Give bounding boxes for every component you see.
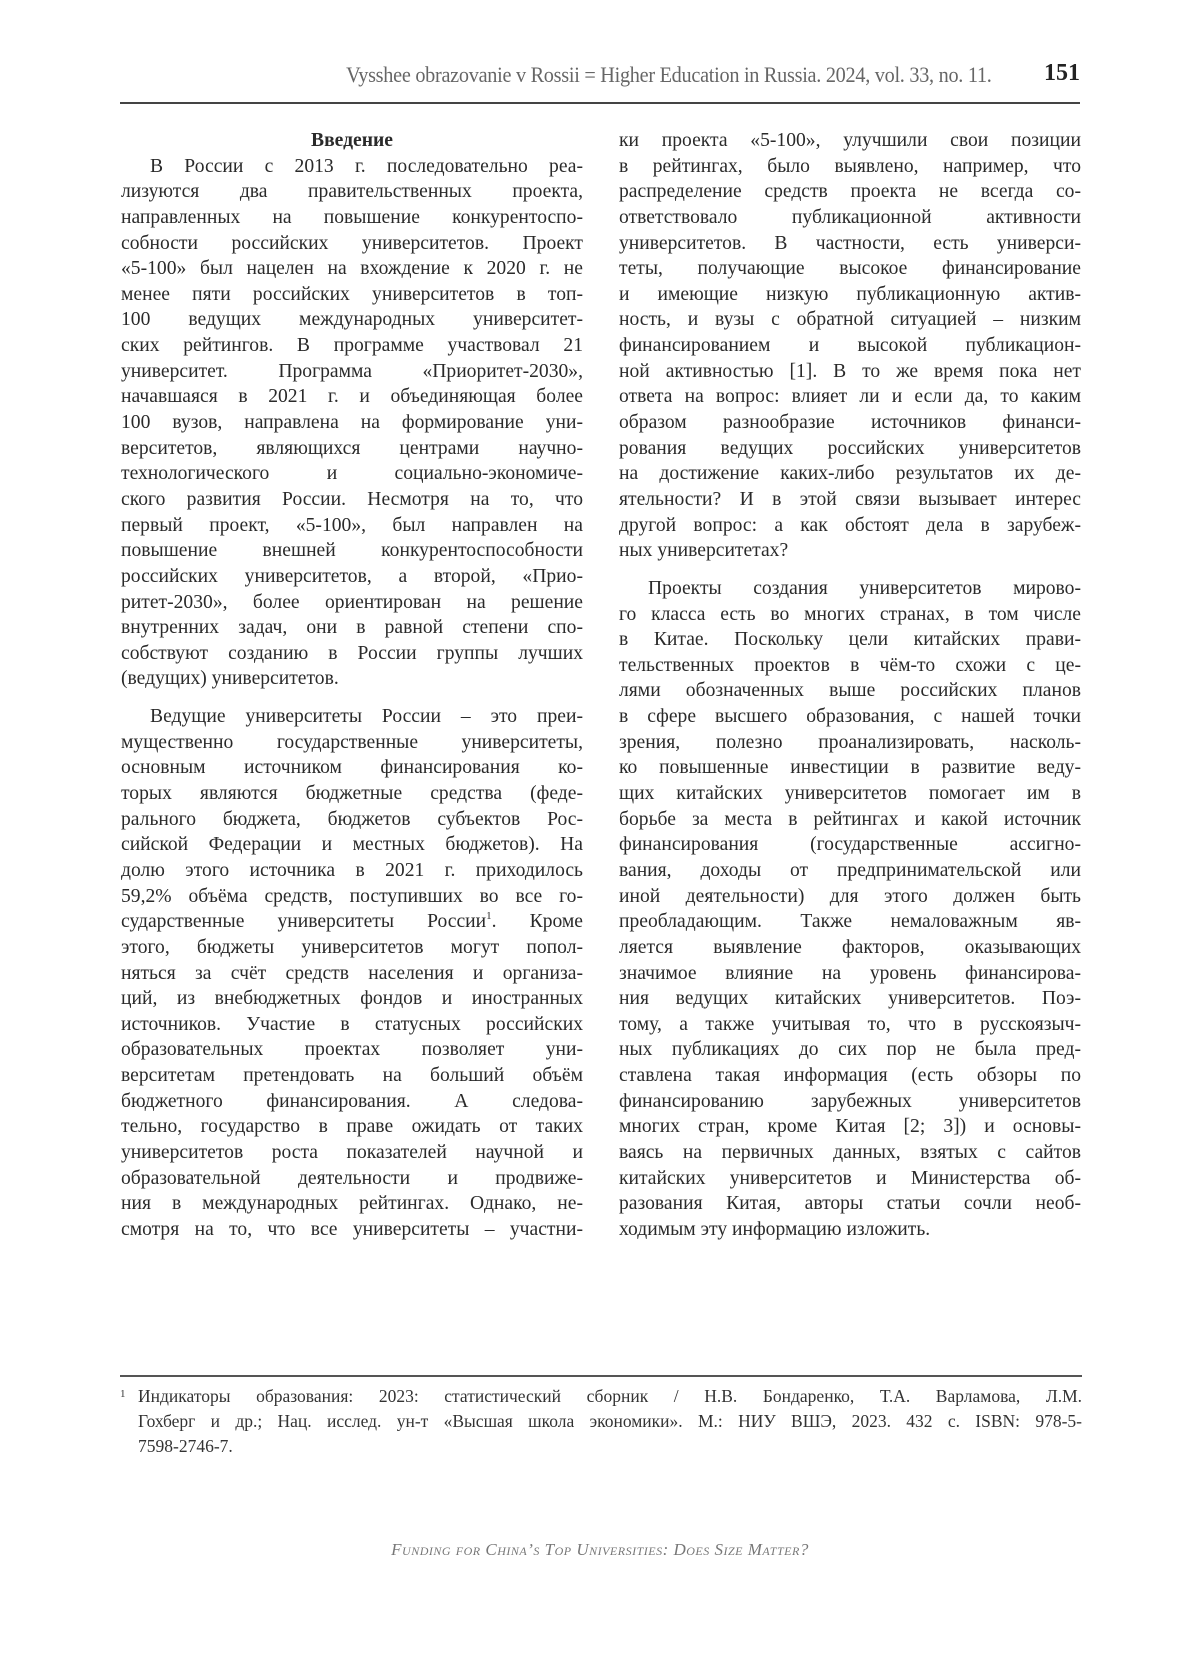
footnote-line: Индикаторы образования: 2023: статистический сборник / Н.В. Бондаренко, Т.А. Варламова, Л.М. — [138, 1386, 1082, 1406]
text-line: го класса есть во многих странах, в том числе — [619, 603, 1081, 625]
text-line: ответствовало публикационной активности — [619, 206, 1081, 228]
text-line: ных университетах? — [619, 540, 789, 562]
footnote-reference[interactable]: 1 — [486, 910, 492, 923]
text-line-with-footnote — [121, 909, 583, 935]
text-line: «5-100» был нацелен на вхождение к 2020 г. не — [121, 258, 583, 280]
text-line: тому, а также учитывая то, что в русскоязыч- — [619, 1013, 1081, 1035]
text-line: мущественно государственные университеты, — [121, 731, 583, 753]
footnote-mark: 1 — [120, 1388, 126, 1400]
text-line: вания, доходы от предпринимательской или — [619, 859, 1081, 881]
text-line: ки проекта «5-100», улучшили свои позиции — [619, 130, 1081, 151]
text-line: 100 ведущих международных университет- — [121, 309, 583, 331]
text-line: технологического и социально-экономиче- — [121, 463, 583, 485]
text-line: верситетам претендовать на больший объём — [121, 1065, 583, 1087]
text-line: начавшаяся в 2021 г. и объединяющая более — [121, 386, 583, 408]
journal-citation: Vysshee obrazovanie v Rossii = Higher Education in Russia. 2024, vol. 33, no. 11. — [346, 62, 992, 87]
text-line: борьбе за места в рейтингах и какой источник — [619, 808, 1081, 830]
text-line: этого, бюджеты университетов могут попол- — [121, 936, 583, 958]
section-heading: Введение — [311, 130, 393, 151]
text-line: смотря на то, что все университеты – участни- — [121, 1218, 583, 1240]
text-line: направленных на повышение конкурентоспо- — [121, 206, 583, 228]
text-line: рального бюджета, бюджетов субъектов Рос- — [121, 808, 583, 830]
text-line: финансированием и высокой публикацион- — [619, 335, 1081, 357]
text-line: финансированию зарубежных университетов — [619, 1090, 1081, 1112]
footnote-line: Гохберг и др.; Нац. исслед. ун-т «Высшая школа экономики». М.: НИУ ВШЭ, 2023. 432 с. ISBN: 978-5- — [138, 1411, 1082, 1431]
text-line: распределение средств проекта не всегда со- — [619, 181, 1081, 203]
text-line: российских университетов, а второй, «Прио- — [121, 565, 583, 587]
text-line: университетов роста показателей научной и — [121, 1141, 583, 1163]
text-line: ритет-2030», более ориентирован на решение — [121, 591, 583, 613]
text-line: собствуют созданию в России группы лучших — [121, 642, 583, 664]
text-line: ских рейтингов. В программе участвовал 21 — [121, 335, 583, 357]
text-line: бюджетного финансирования. А следова- — [121, 1090, 583, 1112]
text-line: зрения, полезно проанализировать, насколь- — [619, 731, 1081, 753]
text-line: образовательных проектах позволяет уни- — [121, 1039, 583, 1061]
text-line: Ведущие университеты России – это преи- — [150, 706, 583, 728]
text-line: внутренних задач, они в равной степени спо- — [121, 617, 583, 639]
left-column — [121, 128, 583, 1243]
text-line: образом разнообразие источников финанси- — [619, 412, 1081, 434]
text-line: на достижение каких-либо результатов их де- — [619, 463, 1081, 485]
text-line: университетов. В частности, есть универси- — [619, 232, 1081, 254]
text-line: в Китае. Поскольку цели китайских прави- — [619, 629, 1081, 651]
text-line: ского развития России. Несмотря на то, что — [121, 488, 583, 510]
text-line: разования Китая, авторы статьи сочли необ- — [619, 1193, 1081, 1215]
text-line: сийской Федерации и местных бюджетов). На — [121, 834, 583, 856]
text-line: другой вопрос: а как обстоят дела в зарубеж- — [619, 514, 1081, 536]
text-line: образовательной деятельности и продвиже- — [121, 1167, 583, 1189]
text-line: повышение внешней конкурентоспособности — [121, 540, 583, 562]
running-footer-title: Funding for China’s Top Universities: Does Size Matter? — [391, 1540, 809, 1559]
text-line: финансирования (государственные ассигно- — [619, 834, 1081, 856]
text-line: ко повышенные инвестиции в развитие веду- — [619, 757, 1081, 779]
text-line: и имеющие низкую публикационную актив- — [619, 283, 1081, 305]
page-number: 151 — [1044, 60, 1080, 86]
text-line: в рейтингах, было выявлено, например, что — [619, 155, 1081, 177]
text-line: (ведущих) университетов. — [121, 668, 339, 690]
text-line: основным источником финансирования ко- — [121, 757, 583, 779]
text-line: ность, и вузы с обратной ситуацией – низким — [619, 309, 1081, 331]
text-line: многих стран, кроме Китая [2; 3]) и основы- — [619, 1116, 1081, 1138]
text-line: ставлена такая информация (есть обзоры по — [619, 1065, 1081, 1087]
text-line: 59,2% объёма средств, поступивших во все го- — [121, 885, 583, 907]
text-line: лями обозначенных выше российских планов — [619, 680, 1081, 702]
text-line: в сфере высшего образования, с нашей точки — [619, 706, 1081, 728]
text-line: ваясь на первичных данных, взятых с сайтов — [619, 1141, 1081, 1163]
text-line: источников. Участие в статусных российских — [121, 1013, 583, 1035]
text-line: преобладающим. Также немаловажным яв- — [619, 911, 1081, 933]
text-line: значимое влияние на уровень финансирова- — [619, 962, 1081, 984]
text-line: ятельности? И в этой связи вызывает интерес — [619, 488, 1081, 510]
paragraph-gap — [619, 564, 1081, 576]
paragraph-gap — [121, 692, 583, 704]
text-line: тельно, государство в праве ожидать от таких — [121, 1116, 583, 1138]
text-line: ций, из внебюджетных фондов и иностранных — [121, 988, 583, 1010]
text-line: первый проект, «5-100», был направлен на — [121, 514, 583, 536]
text-line: ходимым эту информацию изложить. — [619, 1218, 931, 1240]
text-line: ния ведущих китайских университетов. Поэ- — [619, 988, 1081, 1010]
text-line: долю этого источника в 2021 г. приходилось — [121, 859, 583, 881]
running-header — [120, 58, 1080, 104]
text-line: ответа на вопрос: влияет ли и если да, то каким — [619, 386, 1081, 408]
footnote-line: 7598-2746-7. — [138, 1436, 233, 1456]
footnote — [120, 1384, 1082, 1459]
text-line: ной активностью [1]. В то же время пока нет — [619, 360, 1081, 382]
text-line: няться за счёт средств населения и организа- — [121, 962, 583, 984]
footnote-divider — [120, 1375, 1082, 1377]
text-line: Проекты создания университетов мирово- — [648, 577, 1081, 599]
text-line: собности российских университетов. Проект — [121, 232, 583, 254]
text-line: тельственных проектов в чём-то схожи с це- — [619, 654, 1081, 676]
text-line: верситетов, являющихся центрами научно- — [121, 437, 583, 459]
text-line: китайских университетов и Министерства об- — [619, 1167, 1081, 1189]
text-line: иной деятельности) для этого должен быть — [619, 885, 1081, 907]
right-column — [619, 128, 1081, 1243]
text-line: ных публикациях до сих пор не была пред- — [619, 1039, 1081, 1061]
text-segment: . Кроме — [491, 911, 583, 933]
text-line: менее пяти российских университетов в топ- — [121, 283, 583, 305]
text-line: теты, получающие высокое финансирование — [619, 258, 1081, 280]
text-segment: сударственные университеты России — [121, 911, 487, 933]
text-line: университет. Программа «Приоритет-2030», — [121, 360, 583, 382]
text-line: торых являются бюджетные средства (феде- — [121, 783, 583, 805]
text-line: щих китайских университетов помогает им в — [619, 783, 1081, 805]
text-line: рования ведущих российских университетов — [619, 437, 1081, 459]
text-line: ляется выявление факторов, оказывающих — [619, 936, 1081, 958]
text-line: лизуются два правительственных проекта, — [121, 181, 583, 203]
text-line: В России с 2013 г. последовательно реа- — [150, 155, 583, 177]
text-line: ния в международных рейтингах. Однако, не- — [121, 1193, 583, 1215]
text-line: 100 вузов, направлена на формирование уни- — [121, 412, 583, 434]
